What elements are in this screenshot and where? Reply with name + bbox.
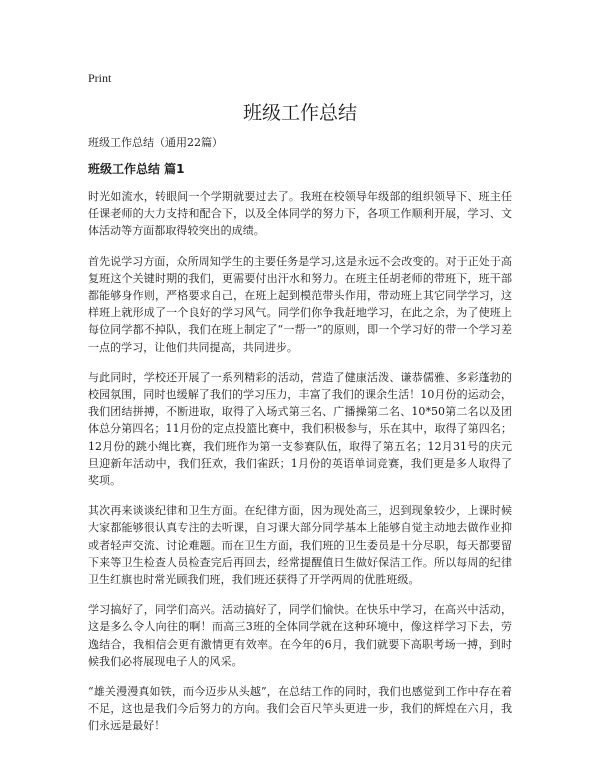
paragraph-5: 学习搞好了，同学们高兴。活动搞好了，同学们愉快。在快乐中学习，在高兴中活动，这是多么令人向往的啊！而高三3班的全体同学就在这种环境中，像这样学习下去，劳逸结合，我相信会更有激情更有效率。在今年的6月，我们就要下高职考场一搏，到时候我们必将展现电子人的风采。 [88,603,512,668]
paragraph-2: 首先说学习方面，众所周知学生的主要任务是学习,这是永远不会改变的。对于正处于高复班这个关键时期的我们，更需要付出汗水和努力。在班主任胡老师的带班下，班干部都能够身作则，严格要求自己，在班上起到模范带头作用，带动班上其它同学学习，这样班上就形成了一个良好的学习风气。同学们你争我赶地学习，在此之余，为了使班上每位同学都不掉队，我们在班上制定了“一帮一”的原则，即一个学习好的带一个学习差一点的学习，让他们共同提高，共同进步。 [88,254,512,354]
section-heading: 班级工作总结 篇1 [88,162,185,176]
paragraph-3: 与此同时，学校还开展了一系列精彩的活动，营造了健康活泼、谦恭儒雅、多彩蓬勃的校园氛围，同时也缓解了我们的学习压力，丰富了我们的课余生活！10月份的运动会，我们团结拼搏，不断进取，取得了入场式第三名、广播操第二名、10*50第二名以及团体总分第四名；11月份的定点投篮比赛中，我们积极参与，乐在其中，取得了第四名；12月份的跳小绳比赛，我们班作为第一支参赛队伍，取得了第五名；12月31号的庆元旦迎新年活动中，我们狂欢，我们雀跃；1月份的英语单词竞赛，我们更是多人取得了奖项。 [88,370,512,488]
print-label[interactable]: Print [88,71,112,85]
document-title: 班级工作总结 [242,102,357,124]
paragraph-6: “雄关漫漫真如铁，而今迈步从头越”，在总结工作的同时，我们也感觉到工作中存在着不足，这也是我们今后努力的方向。我们会百尺竿头更进一步，我们的辉煌在六月，我们永远是最好！ [88,685,512,733]
document-page [88,70,512,748]
document-subtitle: 班级工作总结（通用22篇） [88,136,223,149]
paragraph-4: 其次再来谈谈纪律和卫生方面。在纪律方面，因为现处高三，迟到现象较少，上课时候大家都能够很认真专注的去听课，自习课大部分同学基本上能够自觉主动地去做作业抑或者轻声交流、讨论难题。而在卫生方面，我们班的卫生委员是十分尽职，每天都要留下来等卫生检查人员检查完后再回去，经常提醒值日生做好保洁工作。所以每周的纪律卫生红旗也时常光顾我们班，我们班还获得了开学两周的优胜班级。 [88,504,512,587]
paragraph-1: 时光如流水，转眼间一个学期就要过去了。我班在校领导年级部的组织领导下、班主任任课老师的大力支持和配合下，以及全体同学的努力下，各项工作顺利开展，学习、文体活动等方面都取得较突出的成绩。 [88,190,512,238]
